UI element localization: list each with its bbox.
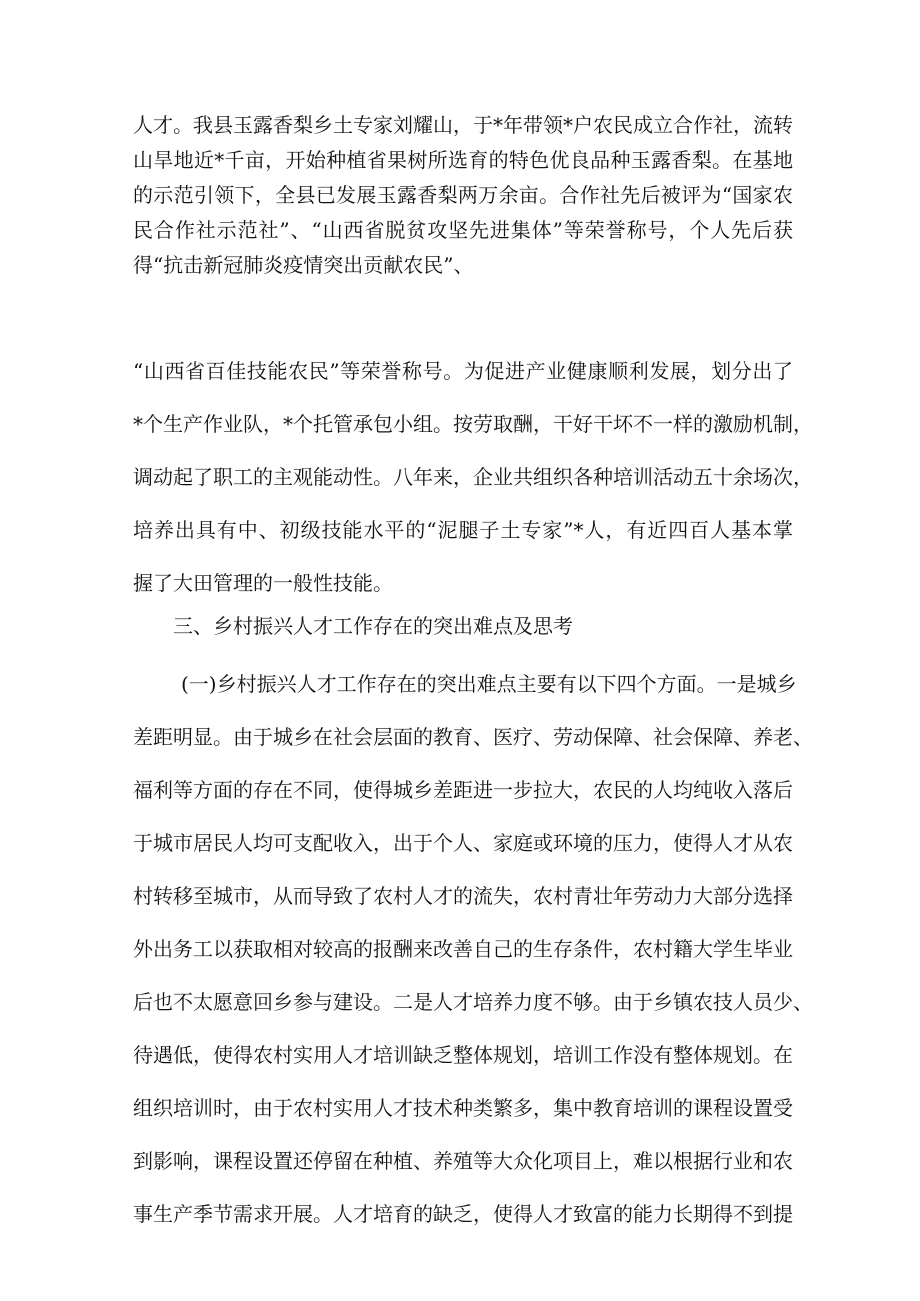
paragraph-line: 于城市居民人均可支配收入，出于个人、家庭或环境的压力，使得人才从农: [133, 831, 793, 855]
paragraph-line: 调动起了职工的主观能动性。八年来，企业共组织各种培训活动五十余场次，: [133, 465, 813, 489]
paragraph-line: 组织培训时，由于农村实用人才技术种类繁多，集中教育培训的课程设置受: [133, 1096, 793, 1120]
paragraph-line: 人才。我县玉露香梨乡土专家刘耀山，于*年带领*户农民成立合作社，流转: [133, 113, 793, 137]
paragraph-line: 待遇低，使得农村实用人才培训缺乏整体规划，培训工作没有整体规划。在: [133, 1043, 793, 1067]
paragraph-line: 得“抗击新冠肺炎疫情突出贡献农民”、: [133, 253, 474, 277]
paragraph-difficulties: [133, 667, 813, 1232]
paragraph-talent-example-continued: [133, 354, 813, 601]
paragraph-line: “山西省百佳技能农民”等荣誉称号。为促进产业健康顺利发展，划分出了: [133, 359, 793, 383]
paragraph-line: *个生产作业队，*个托管承包小组。按劳取酬，干好干坏不一样的激励机制，: [133, 412, 813, 436]
paragraph-line: 差距明显。由于城乡在社会层面的教育、医疗、劳动保障、社会保障、养老、: [133, 725, 813, 749]
paragraph-line: 事生产季节需求开展。人才培育的缺乏，使得人才致富的能力长期得不到提: [133, 1202, 793, 1226]
paragraph-line: 福利等方面的存在不同，使得城乡差距进一步拉大，农民的人均纯收入落后: [133, 778, 793, 802]
section-heading: 三、乡村振兴人才工作存在的突出难点及思考: [173, 614, 573, 638]
paragraph-line: (一)乡村振兴人才工作存在的突出难点主要有以下四个方面。一是城乡: [181, 672, 797, 696]
paragraph-line: 培养出具有中、初级技能水平的“泥腿子土专家”*人，有近四百人基本掌: [133, 518, 793, 542]
paragraph-line: 的示范引领下，全县已发展玉露香梨两万余亩。合作社先后被评为“国家农: [133, 183, 793, 207]
paragraph-line: 外出务工以获取相对较高的报酬来改善自己的生存条件，农村籍大学生毕业: [133, 937, 793, 961]
paragraph-line: 民合作社示范社”、“山西省脱贫攻坚先进集体”等荣誉称号，个人先后获: [133, 218, 793, 242]
paragraph-line: 握了大田管理的一般性技能。: [133, 571, 393, 595]
paragraph-talent-example: [133, 108, 793, 283]
paragraph-line: 后也不太愿意回乡参与建设。二是人才培养力度不够。由于乡镇农技人员少、: [133, 990, 813, 1014]
paragraph-line: 到影响，课程设置还停留在种植、养殖等大众化项目上，难以根据行业和农: [133, 1149, 793, 1173]
paragraph-line: 村转移至城市，从而导致了农村人才的流失，农村青壮年劳动力大部分选择: [133, 884, 793, 908]
paragraph-line: 山旱地近*千亩，开始种植省果树所选育的特色优良品种玉露香梨。在基地: [133, 148, 793, 172]
